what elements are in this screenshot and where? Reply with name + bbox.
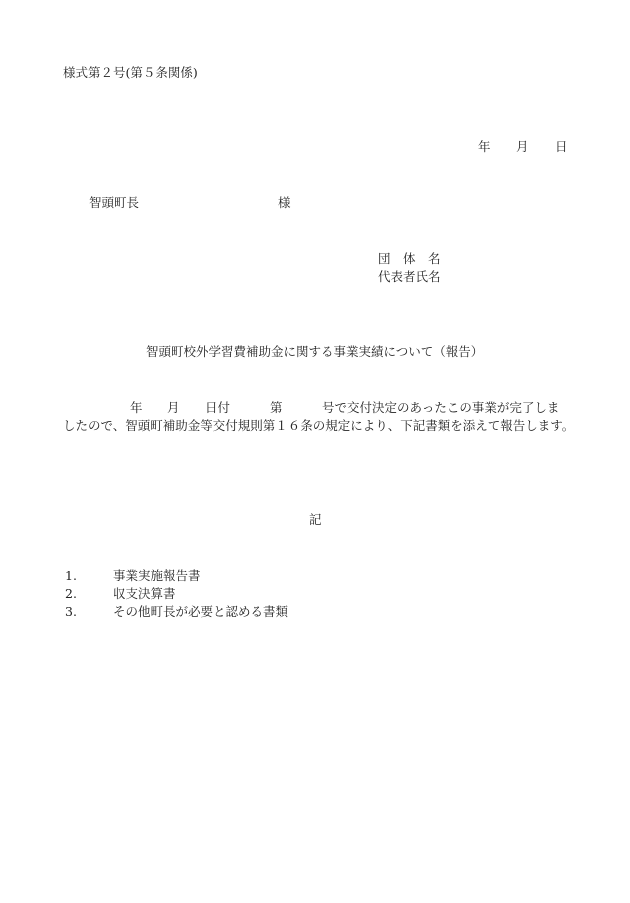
body-line1-rest: 号で交付決定のあったこの事業が完了しま (322, 400, 560, 415)
addressee-name: 智頭町長 (89, 195, 140, 210)
addressee-honorific: 様 (278, 195, 291, 210)
body-line2: したので、智頭町補助金等交付規則第１６条の規定により、下記書類を添えて報告します。 (63, 418, 575, 433)
attachment-label: その他町長が必要と認める書類 (113, 604, 289, 619)
representative-name-label: 代表者氏名 (378, 269, 441, 284)
date-year-label: 年 (478, 139, 491, 154)
attachment-label: 事業実施報告書 (113, 568, 201, 583)
organization-name-label: 団 体 名 (378, 251, 441, 266)
attachment-number: 3. (65, 604, 77, 619)
form-number: 様式第２号(第５条関係) (63, 65, 198, 80)
attachment-number: 1. (65, 568, 77, 583)
date-month-label: 月 (516, 139, 529, 154)
ki-heading: 記 (309, 512, 322, 527)
attachment-label: 収支決算書 (113, 586, 176, 601)
date-day-label: 日 (555, 139, 568, 154)
body-year-label: 年 (130, 400, 143, 415)
attachment-number: 2. (65, 586, 77, 601)
body-number-prefix: 第 (270, 400, 283, 415)
body-date-suffix: 日付 (205, 400, 231, 415)
body-month-label: 月 (167, 400, 180, 415)
document-title: 智頭町校外学習費補助金に関する事業実績について（報告） (146, 344, 484, 359)
